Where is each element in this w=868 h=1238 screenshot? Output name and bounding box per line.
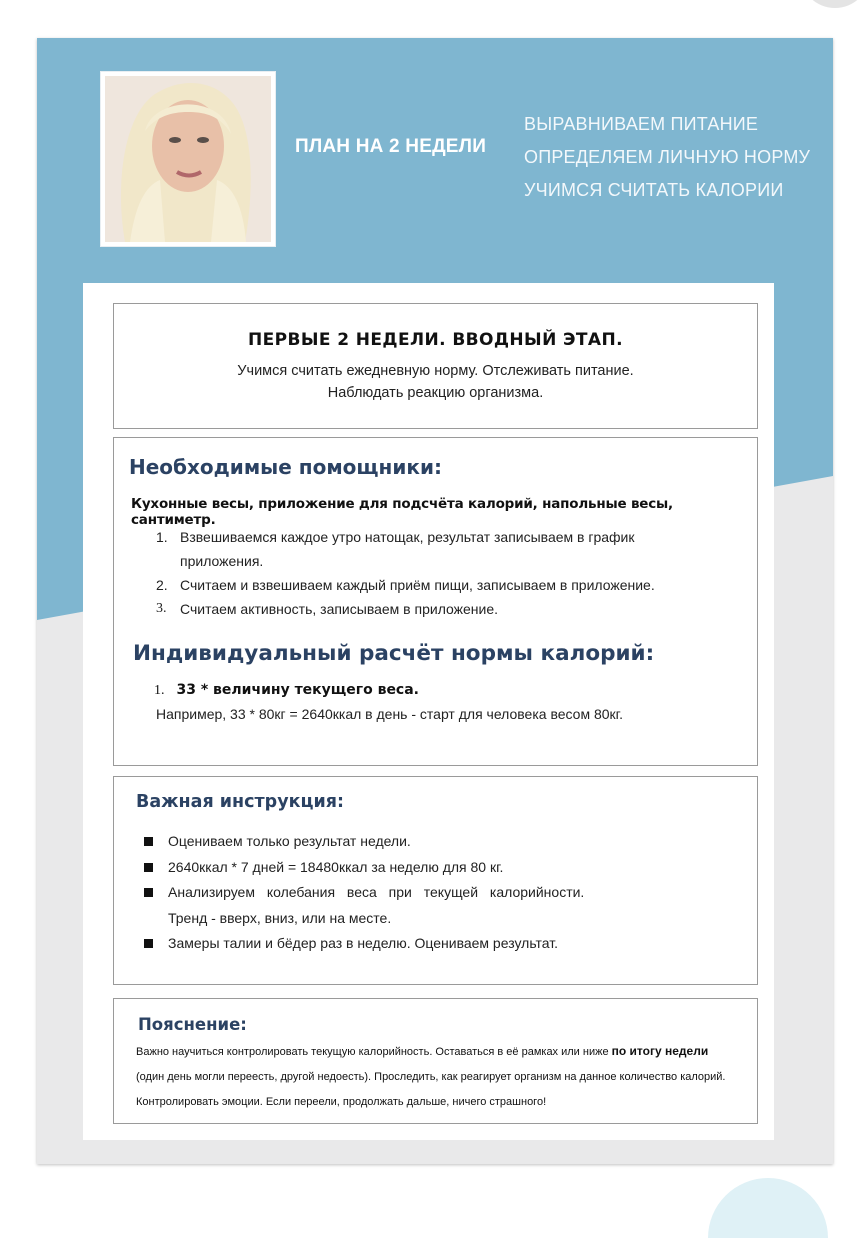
instruction-box [113,776,758,985]
author-photo [101,72,275,246]
note-body [136,1039,736,1115]
goals-list [524,108,810,207]
note-text: Важно научиться контролировать текущую калорийность. Оставаться в её рамках или ниже [136,1046,609,1058]
formula-text: 33 * величину текущего веса. [176,682,419,698]
item-text: Оцениваем только результат недели. [168,833,411,849]
intro-title: ПЕРВЫЕ 2 НЕДЕЛИ. ВВОДНЫЙ ЭТАП. [248,330,623,350]
item-number: 1. [156,529,168,545]
item-text: Взвешиваемся каждое утро натощак, результат записываем в график приложения. [180,529,635,569]
list-item [144,855,724,881]
instruction-title: Важная инструкция: [136,792,344,812]
calc-formula [154,682,419,699]
list-item [144,880,724,906]
list-item [156,597,716,621]
note-text: (один день могли переесть, другой недоесть). Проследить, как реагирует организм на данное количество калорий. Контролировать эмоции. Если переели, продолжать дальше, ничего страшного! [136,1071,726,1108]
item-number: 3. [156,601,167,616]
note-title: Пояснение: [138,1015,247,1034]
calc-title: Индивидуальный расчёт нормы калорий: [133,641,655,666]
calc-example: Например, 33 * 80кг = 2640ккал в день - старт для человека весом 80кг. [156,706,623,722]
helpers-box [113,437,758,766]
item-text: Замеры талии и бёдер раз в неделю. Оцениваем результат. [168,935,559,951]
helpers-title: Необходимые помощники: [129,455,442,479]
note-emphasis: по итогу недели [611,1044,709,1058]
list-item-continuation [144,906,724,932]
item-text: Анализируем колебания веса при текущей калорийности. [168,884,585,900]
square-bullet-icon [144,863,153,872]
item-text: Тренд - вверх, вниз, или на месте. [168,909,392,926]
steps-list [156,525,716,621]
plan-title: ПЛАН НА 2 НЕДЕЛИ [295,136,487,157]
corner-decoration [800,0,868,8]
item-text: 2640ккал * 7 дней = 18480ккал за неделю для 80 кг. [168,858,504,875]
item-number: 1. [154,683,165,698]
goal-item: ОПРЕДЕЛЯЕМ ЛИЧНУЮ НОРМУ [524,147,811,167]
intro-line: Наблюдать реакцию организма. [327,385,544,401]
note-box [113,998,758,1124]
intro-box [113,303,758,429]
item-text: Считаем активность, записываем в приложение. [180,601,499,617]
list-item [144,931,724,957]
list-item [144,829,724,855]
square-bullet-icon [144,837,153,846]
corner-decoration [708,1178,828,1238]
square-bullet-icon [144,939,153,948]
goal-item: ВЫРАВНИВАЕМ ПИТАНИЕ [524,114,759,134]
list-item [156,573,716,597]
item-number: 2. [156,577,168,593]
content-sheet [83,283,774,1140]
list-item [156,525,716,573]
item-text: Считаем и взвешиваем каждый приём пищи, записываем в приложение. [180,577,655,593]
goal-item: УЧИМСЯ СЧИТАТЬ КАЛОРИИ [524,180,784,200]
instruction-list [144,829,724,957]
square-bullet-icon [144,888,153,897]
helpers-subtitle: Кухонные весы, приложение для подсчёта калорий, напольные весы, сантиметр. [131,496,673,528]
intro-line: Учимся считать ежедневную норму. Отслеживать питание. [237,363,634,379]
